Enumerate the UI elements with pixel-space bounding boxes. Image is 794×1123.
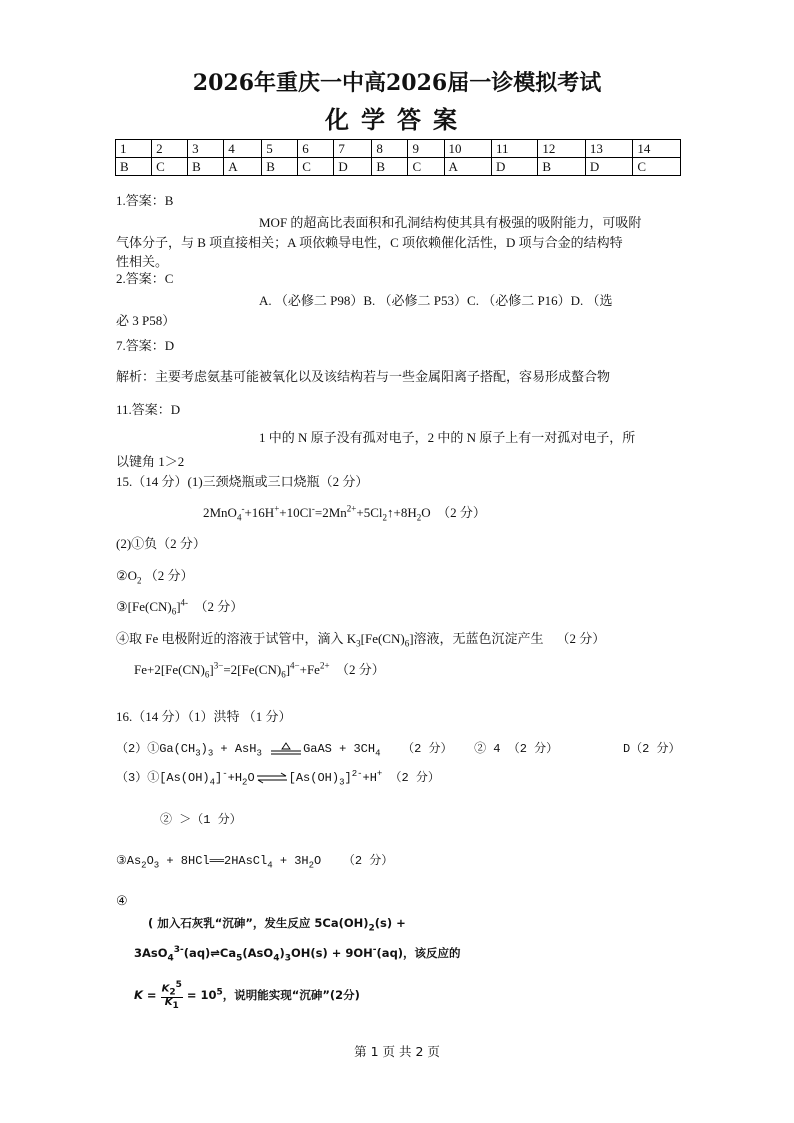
q16-part4-label: ④ — [116, 893, 128, 908]
q1-answer-label: 1.答案：B — [116, 193, 174, 208]
answer-cell: C — [633, 158, 681, 176]
reversible-arrow — [255, 771, 289, 785]
score: （2 分） — [144, 568, 194, 583]
q15-part2-equation: $Fe+2[Fe(CN)_6]^{3-}=2[Fe(CN)_6]^{4-}+Fe^{2+}$ （2 分） — [134, 660, 385, 680]
score: （2 分） — [556, 631, 606, 646]
answer-table-answer-row — [116, 158, 681, 176]
answer-cell: B — [538, 158, 586, 176]
question-number: 4 — [224, 140, 262, 158]
q16-heading: 16.（14 分）（1）洪特 （1 分） — [116, 709, 292, 724]
q15-part2-item3: $③[Fe(CN)_6]^{4-}$ （2 分） — [116, 597, 244, 617]
question-number: 10 — [444, 140, 492, 158]
score: （2 分） — [194, 599, 244, 614]
q7-answer-label: 7.答案：D — [116, 338, 175, 353]
question-number: 11 — [492, 140, 538, 158]
q11-answer-label: 11.答案：D — [116, 402, 181, 417]
answer-cell: A — [224, 158, 262, 176]
answer-cell: B — [372, 158, 408, 176]
q15-part2-item4: ④取 Fe 电极附近的溶液于试管中，滴入 $K_3[Fe(CN)_6]$溶液，无蓝色沉淀产生 （2 分） — [116, 631, 606, 649]
q16-part4-line1: ( 加入石灰乳“沉砷”，发生反应 $5Ca(OH)_2(s)$ + — [148, 916, 406, 934]
q16-part3-item2: ② ＞（1 分） — [160, 813, 242, 827]
answer-cell: D — [585, 158, 633, 176]
question-number: 8 — [372, 140, 408, 158]
q16-part3-line: $(3)①[As(OH)_4]^-+H_2O$ $[As(OH)_3]^{2-}+H^+$ （2 分） — [116, 769, 440, 788]
answer-cell: C — [408, 158, 444, 176]
q1-explanation-line: 气体分子，与 B 项直接相关；A 项依赖导电性，C 项依赖催化活性，D 项与合金的结构特 — [116, 235, 623, 250]
q16-part2-line: $(2)①Ga(CH_3)_3 + AsH_3$ GaAS + $3CH_4$ （2 分） ② 4 （2 分） D（2 分） — [116, 742, 681, 759]
question-number: 3 — [188, 140, 224, 158]
question-number: 13 — [585, 140, 633, 158]
answer-cell: C — [152, 158, 188, 176]
score: （2 分） — [336, 662, 385, 677]
q1-explanation-line: MOF 的超高比表面积和孔洞结构使其具有极强的吸附能力，可吸附 — [259, 215, 642, 230]
question-number: 14 — [633, 140, 681, 158]
q15-part2-item1: (2)①负（2 分） — [116, 536, 206, 551]
answer-cell: A — [444, 158, 492, 176]
q7-analysis: 解析：主要考虑氨基可能被氧化以及该结构若与一些金属阳离子搭配，容易形成螯合物 — [116, 369, 611, 384]
question-number: 12 — [538, 140, 586, 158]
answer-table — [115, 139, 681, 176]
score: （2 分） — [402, 742, 453, 756]
question-number: 1 — [116, 140, 152, 158]
score: （2 分） — [389, 771, 440, 785]
answer-table-number-row — [116, 140, 681, 158]
question-number: 5 — [262, 140, 298, 158]
q15-heading: 15.（14 分）(1)三颈烧瓶或三口烧瓶（2 分） — [116, 474, 369, 489]
score: （2 分） — [437, 505, 486, 520]
q15-part2-item2: $②O_2$ （2 分） — [116, 568, 194, 586]
answer-cell: D — [492, 158, 538, 176]
q2-explanation-line: A. （必修二 P98）B. （必修二 P53）C. （必修二 P16）D. （选 — [259, 293, 613, 308]
question-number: 2 — [152, 140, 188, 158]
q2-answer-label: 2.答案：C — [116, 271, 174, 286]
q16-part4-line2: $3AsO_4^{3-}(aq)\rightleftharpoons Ca_5(AsO_4)_3OH(s) + 9OH^-(aq)$，该反应的 — [134, 945, 461, 964]
answer-cell: C — [298, 158, 334, 176]
q15-equation: $2MnO_4^-+16H^++10Cl^-=2Mn^{2+}+5Cl_2↑+8H_2O$ （2 分） — [203, 503, 486, 523]
question-number: 6 — [298, 140, 334, 158]
page-subtitle: 化学答案 — [325, 105, 469, 134]
heating-equals-arrow — [269, 742, 303, 756]
q16-part4-line3: K = $\frac{K_2^5}{K_1}$ = $10^5$，说明能实现“沉砷”(2分) — [134, 980, 360, 1012]
q2-explanation-line: 必 3 P58） — [116, 313, 176, 328]
q16-part3-item3: $③As_2O_3$ + 8HCl══2HAsCl$_4$ + $3H_2O$ （2 分） — [116, 854, 394, 871]
answer-cell: B — [188, 158, 224, 176]
answer-cell: D — [334, 158, 372, 176]
k-fraction: $\frac{K_2^5}{K_1}$ — [161, 980, 182, 1012]
score: （2 分） — [342, 854, 394, 868]
answer-cell: B — [116, 158, 152, 176]
question-number: 9 — [408, 140, 444, 158]
q1-explanation-line: 性相关。 — [116, 254, 169, 269]
q11-explanation-line: 以键角 1＞2 — [116, 454, 185, 469]
q11-explanation-line: 1 中的 N 原子没有孤对电子，2 中的 N 原子上有一对孤对电子，所 — [259, 430, 636, 445]
answer-cell: B — [262, 158, 298, 176]
page-title: 2026年重庆一中高2026届一诊模拟考试 — [192, 70, 602, 96]
question-number: 7 — [334, 140, 372, 158]
page-footer: 第 1 页 共 2 页 — [354, 1044, 440, 1059]
